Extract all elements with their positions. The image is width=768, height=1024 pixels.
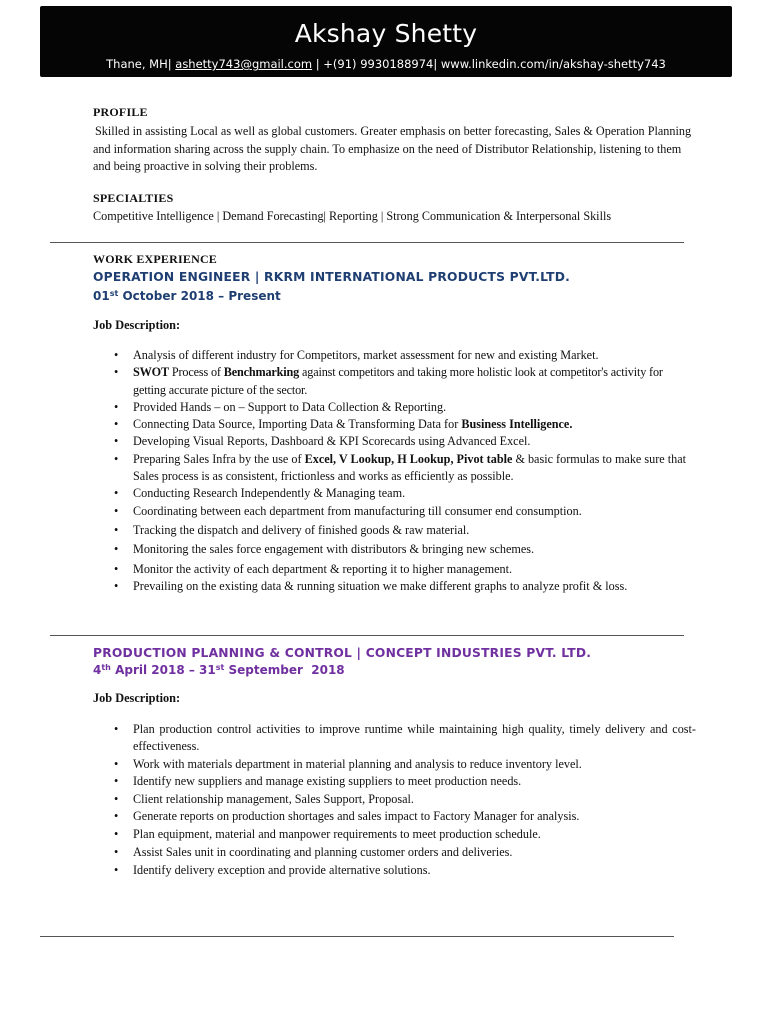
list-item: • Client relationship management, Sales Support, Proposal. [114,792,414,807]
list-item: • Plan production control activities to improve runtime while maintaining high quality, timely delivery and cost- effectiveness. [114,722,696,754]
location-text: Thane, MH| [106,57,172,71]
profile-heading: PROFILE [93,105,148,119]
list-item: • Conducting Research Independently & Managing team. [114,486,406,501]
specialties-heading: SPECIALTIES [93,191,174,205]
profile-text: Skilled in assisting Local as well as global customers. Greater emphasis on better forecasting, Sales & Operation Planning and information sharing across the supply chain. To emphasize on the need of Distributor Relationship, listening to them and being proactive in solving their problems. [93,124,692,173]
list-item: • Generate reports on production shortages and sales impact to Factory Manager for analysis. [114,809,580,824]
resume-header [40,6,732,77]
specialties-text: Competitive Intelligence | Demand Forecasting| Reporting | Strong Communication & Interpersonal Skills [93,209,612,223]
list-item: • Tracking the dispatch and delivery of finished goods & raw material. [114,522,470,537]
job-dates: 01st October 2018 – Present [93,289,281,303]
job-title: OPERATION ENGINEER | RKRM INTERNATIONAL PRODUCTS PVT.LTD. [93,270,571,284]
list-item: • Identify new suppliers and manage existing suppliers to meet production needs. [114,773,522,788]
job-title: PRODUCTION PLANNING & CONTROL | CONCEPT INDUSTRIES PVT. LTD. [93,646,592,660]
list-item: • Monitor the activity of each department & reporting it to higher management. [114,561,513,576]
job-description-list [112,721,696,880]
list-item: • Preparing Sales Infra by the use of Excel, V Lookup, H Lookup, Pivot table & basic formulas to make sure that Sales process is as consistent, frictionless and works as efficiently as possible. [114,451,687,484]
email-link[interactable]: ashetty743@gmail.com [175,57,313,71]
linkedin-text: www.linkedin.com/in/akshay-shetty743 [440,57,666,71]
section-divider [50,635,684,636]
list-item: • Identify delivery exception and provide alternative solutions. [114,863,431,878]
section-divider [50,242,684,243]
list-item: • Connecting Data Source, Importing Data & Transforming Data for Business Intelligence. [114,417,573,432]
section-divider [40,936,674,937]
phone-text: | +(91) 9930188974| [315,57,438,71]
job-description-label: Job Description: [93,318,181,332]
contact-line [40,56,732,72]
list-item: • Plan equipment, material and manpower requirements to meet production schedule. [114,826,541,841]
job-dates: 4th April 2018 – 31st September 2018 [93,663,345,677]
list-item: • Coordinating between each department from manufacturing till consumer end consumption. [114,503,582,518]
list-item: • Analysis of different industry for Competitors, market assessment for new and existing Market. [114,348,599,362]
job-description-label: Job Description: [93,691,181,705]
list-item: • Assist Sales unit in coordinating and planning customer orders and deliveries. [114,845,513,860]
candidate-name: Akshay Shetty [294,19,478,48]
list-item: • Provided Hands – on – Support to Data Collection & Reporting. [114,399,447,414]
list-item: • SWOT Process of Benchmarking against competitors and taking more holistic look at competitor's activity for getting accurate picture of the sector. [114,365,663,397]
list-item: • Developing Visual Reports, Dashboard & KPI Scorecards using Advanced Excel. [114,434,531,449]
work-experience-heading: WORK EXPERIENCE [93,252,218,266]
list-item: • Prevailing on the existing data & running situation we make different graphs to analyze profit & loss. [114,578,628,593]
job-description-list [112,347,696,595]
list-item: • Monitoring the sales force engagement with distributors & bringing new schemes. [114,542,535,557]
list-item: • Work with materials department in material planning and analysis to reduce inventory level. [114,756,582,771]
